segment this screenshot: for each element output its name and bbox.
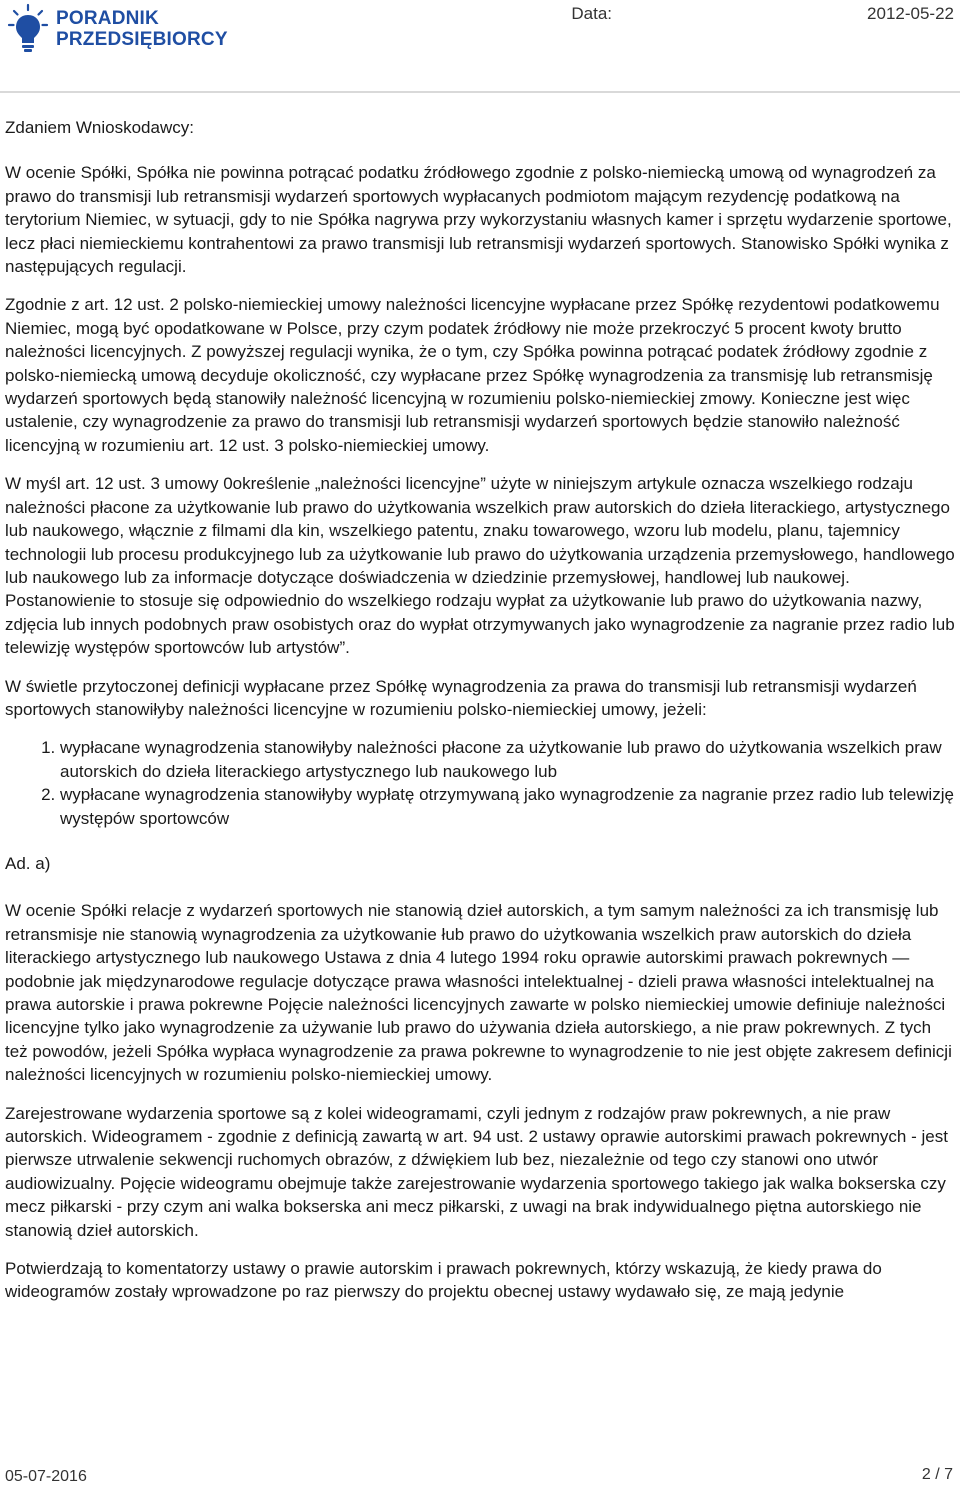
conditions-list: [5, 736, 955, 830]
logo-text: [56, 8, 228, 50]
date-value: 2012-05-22: [867, 4, 954, 23]
paragraph-6: Zarejestrowane wydarzenia sportowe są z kolei wideogramami, czyli jednym z rodzajów praw pokrewnych, a nie praw autorskich. Wideogramem - zgodnie z definicją zawartą w art. 94 ust. 2 ustawy oprawie autorskimi prawach pokrewnych - jest pierwsze utrwalenie sekwencji ruchomych obrazów, z dźwiękiem lub bez, niezależnie od tego czy stanowi ono utwór audiowizualny. Pojęcie wideogramu obejmuje także zarejestrowanie wydarzenia sportowego takiego jak walka bokserska czy mecz piłkarski - przy czym ani walka bokserska ani mecz piłkarski, z uwagi na brak indywidualnego piętna autorskiego nie stanowią dzieł autorskich.: [5, 1103, 948, 1240]
paragraph-4: W świetle przytoczonej definicji wypłacane przez Spółkę wynagrodzenia za prawa do transmisji lub retransmisji wydarzeń sportowych stanowiłyby należności licencyjne w rozumieniu polsko-niemieckiej umowy, jeżeli:: [5, 676, 917, 719]
paragraph-1: W ocenie Spółki, Spółka nie powinna potrącać podatku źródłowego zgodnie z polsko-niemiecką umową od wynagrodzeń za prawo do transmisji lub retransmisji wydarzeń sportowych wypłacanych podmiotom mającym rezydencję podatkową na terytorium Niemiec, w sytuacji, gdy to nie Spółka nagrywa przy wykorzystaniu własnych kamer i sprzętu wydarzenie sportowe, lecz płaci niemieckiemu kontrahentowi za prawo transmisji lub retransmisji wydarzeń sportowych. Stanowisko Spółki wynika z następujących regulacji.: [5, 163, 952, 277]
header-divider: [0, 91, 960, 93]
footer-date: 05-07-2016: [5, 1468, 87, 1485]
lightbulb-icon: [6, 3, 50, 53]
paragraph-5: W ocenie Spółki relacje z wydarzeń sportowych nie stanowią dzieł autorskich, a tym samym należności za ich transmisję lub retransmisje nie stanowią wynagrodzenia za użytkowanie łub prawo do użytkowania wszelkich praw autorskich do dzieła literackiego artystycznego lub naukowego Ustawa z dnia 4 lutego 1994 roku oprawie autorskimi prawach pokrewnych — podobnie jak międzynarodowe regulacje dotyczące prawa własności intelektualnej - dzieli prawa własności intelektualnej na prawa autorskie i prawa pokrewne Pojęcie należności licencyjnych zawarte w polsko niemieckiej umowie definiuje należności licencyjne tylko jako wynagrodzenie za używanie lub prawo do używania dzieła autorskiego, a nie praw pokrewnych. Z tych też powodów, jeżeli Spółka wypłaca wynagrodzenie za prawa pokrewne to wynagrodzenie to nie jest objęte zakresem definicji należności licencyjnych w rozumieniu polsko-niemieckiej umowy.: [5, 901, 952, 1085]
paragraph-3: W myśl art. 12 ust. 3 umowy 0określenie „należności licencyjne” użyte w niniejszym artykule oznacza wszelkiego rodzaju należności płacone za użytkowanie lub prawo do użytkowania wszelkich praw autorskich do dzieła literackiego, artystycznego lub naukowego, włącznie z filmami dla kin, wszelkiego patentu, znaku towarowego, wzoru lub modelu, planu, tajemnicy technologii lub procesu produkcyjnego lub za użytkowanie lub prawo do użytkowania urządzenia przemysłowego, handlowego lub naukowego lub za informacje dotyczące doświadczenia w dziedzinie przemysłowej, handlowej lub naukowej. Postanowienie to stosuje się odpowiednio do wszelkiego rodzaju wypłat za użytkowanie lub prawo do użytkowania nazwy, zdjęcia lub innych podobnych praw osobistych oraz do wypłat otrzymywanych jako wynagrodzenie za nagranie przez radio lub telewizję występów sportowców lub artystów”.: [5, 474, 955, 658]
paragraph-7: Potwierdzają to komentatorzy ustawy o prawie autorskim i prawach pokrewnych, którzy wskazują, że kiedy prawa do wideogramów zostały wprowadzone po raz pierwszy do projektu obecnej ustawy wydawało się, ze mają jedynie: [5, 1259, 882, 1302]
list-item: 2. wypłacane wynagrodzenia stanowiłyby wypłatę otrzymywaną jako wynagrodzenie za nagranie przez radio lub telewizję występów sportowców: [60, 783, 955, 830]
date-label: Data:: [571, 4, 612, 23]
document-date: [571, 4, 954, 24]
list-item: 1. wypłacane wynagrodzenia stanowiłyby należności płacone za użytkowanie lub prawo do użytkowania wszelkich praw autorskich do dzieła literackiego artystycznego lub naukowego lub: [60, 736, 955, 783]
subsection-label: Ad. a): [5, 853, 51, 873]
section-heading: Zdaniem Wnioskodawcy:: [5, 118, 194, 137]
logo-line-1: PORADNIK: [56, 8, 159, 29]
document-body: [5, 116, 955, 1319]
logo: [6, 3, 228, 53]
page-header: [0, 0, 960, 92]
page-number: 2 / 7: [921, 1466, 953, 1483]
paragraph-2: Zgodnie z art. 12 ust. 2 polsko-niemieckiej umowy należności licencyjne wypłacane przez Spółkę rezydentowi podatkowemu Niemiec, mogą być opodatkowane w Polsce, przy czym podatek źródłowy nie może przekroczyć 5 procent kwoty brutto należności licencyjnych. Z powyższej regulacji wynika, że o tym, czy Spółka powinna potrącać podatek źródłowy zgodnie z polsko-niemiecką umową decyduje okoliczność, czy wypłacane przez Spółkę wynagrodzenia za transmisję lub retransmisję wydarzeń sportowych będą stanowiły należność licencyjną w rozumieniu polsko-niemieckiej zmowy. Konieczne jest więc ustalenie, czy wynagrodzenie za prawo do transmisji lub retransmisji wydarzeń sportowych będzie stanowiło należność licencyjną w rozumieniu art. 12 ust. 3 polsko-niemieckiej umowy.: [5, 295, 940, 455]
logo-line-2: PRZEDSIĘBIORCY: [56, 29, 228, 50]
